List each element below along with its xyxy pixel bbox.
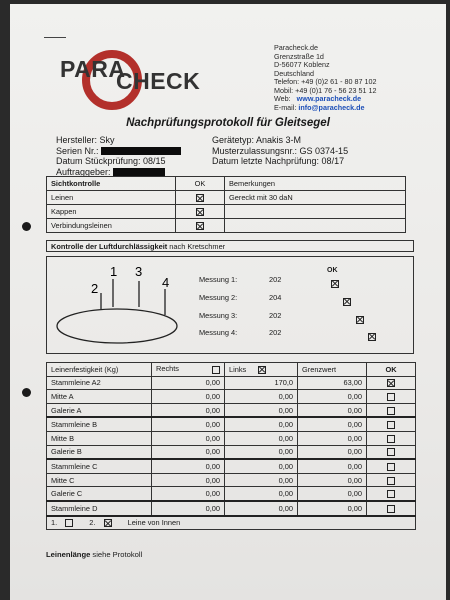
ok-cell: [367, 445, 416, 459]
wing-diagram: [55, 261, 195, 349]
address-line: Mobil: +49 (0)1 76 - 56 23 51 12: [274, 85, 377, 95]
table-row: [47, 487, 416, 501]
value-links: 0,00: [225, 501, 298, 516]
info-left: [56, 135, 181, 177]
geraetetyp: Gerätetyp: Anakis 3-M: [212, 135, 302, 145]
email-link[interactable]: info@paracheck.de: [298, 102, 365, 112]
logo-text-left: PARA: [60, 56, 126, 82]
table-row: [47, 376, 416, 390]
luft-heading-bold: Kontrolle der Luftdurchlässigkeit: [51, 242, 168, 251]
value-grenz: 0,00: [298, 501, 367, 516]
address-line: Telefon: +49 (0)2 61 - 80 87 102: [274, 77, 377, 86]
footer-bold: Leinenlänge: [46, 550, 91, 559]
checkbox-unchecked[interactable]: [387, 490, 395, 498]
serien-nr: Serien Nr.:: [56, 145, 99, 156]
line-name: Stammleine B: [47, 417, 152, 431]
checkbox-links[interactable]: [258, 366, 266, 374]
ft-header-grenz: Grenzwert: [298, 363, 367, 377]
redaction-bar: [113, 168, 165, 176]
line-name: Stammleine A2: [47, 376, 152, 390]
value-rechts: 0,00: [152, 390, 225, 404]
meas-value: 204: [269, 293, 282, 302]
value-links: 0,00: [225, 417, 298, 431]
luft-box: [46, 256, 414, 354]
hersteller: Hersteller: Sky: [56, 135, 115, 145]
checkbox-checked[interactable]: [343, 298, 351, 306]
sicht-row-remark: [225, 205, 406, 219]
ok-cell: [367, 390, 416, 404]
meas-ok-header: OK: [327, 267, 338, 274]
point-label: 1: [110, 264, 118, 279]
point-label: 3: [135, 264, 143, 279]
table-row: [47, 390, 416, 404]
punch-hole-bottom: [22, 388, 31, 397]
table-row: [47, 431, 416, 445]
ft-header-ok: OK: [367, 363, 416, 377]
value-rechts: 0,00: [152, 501, 225, 516]
checkbox-unchecked[interactable]: [387, 407, 395, 415]
table-row: [47, 473, 416, 487]
sicht-header-remarks: Bemerkungen: [225, 177, 406, 191]
checkbox-checked[interactable]: [196, 222, 204, 230]
ok-cell: [367, 376, 416, 390]
footer-note: [46, 550, 142, 559]
sicht-header-label: Sichtkontrolle: [47, 177, 176, 191]
meas-label: Messung 3:: [199, 311, 238, 320]
sichtkontrolle-table: [46, 176, 406, 233]
line-name: Mitte B: [47, 431, 152, 445]
redaction-bar: [101, 147, 181, 155]
address-line: D-56077 Koblenz: [274, 60, 330, 69]
checkbox-unchecked[interactable]: [387, 435, 395, 443]
value-links: 0,00: [225, 390, 298, 404]
value-rechts: 0,00: [152, 403, 225, 417]
address-line: Paracheck.de: [274, 43, 318, 52]
checkbox-unchecked[interactable]: [387, 448, 395, 456]
meas-label: Messung 4:: [199, 328, 238, 337]
sicht-row-label: Leinen: [47, 191, 176, 205]
value-rechts: 0,00: [152, 487, 225, 501]
value-grenz: 0,00: [298, 390, 367, 404]
address-line: Deutschland: [274, 68, 314, 78]
wing-outline: [57, 309, 177, 343]
table-row: [47, 501, 416, 516]
email-label: E-mail:: [274, 102, 297, 112]
table-row: [47, 417, 416, 431]
checkbox-checked[interactable]: [387, 379, 395, 387]
value-rechts: 0,00: [152, 376, 225, 390]
web-link[interactable]: www.paracheck.de: [296, 94, 362, 103]
sicht-row-label: Verbindungsleinen: [47, 219, 176, 233]
line-name: Mitte C: [47, 473, 152, 487]
value-grenz: 0,00: [298, 403, 367, 417]
ft-header-label: Leinenfestigkeit (Kg): [47, 363, 152, 377]
meas-value: 202: [269, 328, 282, 337]
bottom-option-2: 2.: [89, 518, 96, 528]
table-row: [47, 459, 416, 473]
checkbox-rechts[interactable]: [212, 366, 220, 374]
checkbox-unchecked[interactable]: [387, 393, 395, 401]
value-grenz: 63,00: [298, 376, 367, 390]
line-name: Galerie C: [47, 487, 152, 501]
line-name: Mitte A: [47, 390, 152, 404]
line-name: Stammleine D: [47, 501, 152, 516]
meas-label: Messung 1:: [199, 275, 238, 284]
checkbox-unchecked[interactable]: [387, 477, 395, 485]
value-grenz: 0,00: [298, 445, 367, 459]
table-row: [47, 403, 416, 417]
checkbox-option-2[interactable]: [104, 519, 112, 527]
ok-cell: [367, 403, 416, 417]
value-links: 0,00: [225, 445, 298, 459]
value-grenz: 0,00: [298, 487, 367, 501]
meas-value: 202: [269, 275, 282, 284]
checkbox-checked[interactable]: [196, 194, 204, 202]
point-label: 2: [91, 281, 99, 296]
web-label: Web:: [274, 94, 291, 103]
sicht-row-remark: [225, 219, 406, 233]
table-row: [47, 445, 416, 459]
luft-heading: [46, 240, 414, 252]
ok-cell: [367, 431, 416, 445]
bottom-note: Leine von Innen: [127, 518, 181, 528]
line-name: Galerie B: [47, 445, 152, 459]
ok-cell: [367, 459, 416, 473]
address-line: Grenzstraße 1d: [274, 51, 324, 61]
value-links: 0,00: [225, 473, 298, 487]
value-rechts: 0,00: [152, 473, 225, 487]
checkbox-unchecked[interactable]: [387, 421, 395, 429]
checkbox-checked[interactable]: [331, 280, 339, 288]
footer-rest: siehe Protokoll: [90, 550, 143, 559]
datum-letzte-nachpruefung: Datum letzte Nachprüfung: 08/17: [212, 156, 345, 166]
document-title: Nachprüfungsprotokoll für Gleitsegel: [126, 117, 330, 129]
sicht-row-remark: Gereckt mit 30 daN: [225, 191, 406, 205]
festigkeit-table: [46, 362, 416, 530]
line-name: Galerie A: [47, 403, 152, 417]
value-grenz: 0,00: [298, 459, 367, 473]
value-links: 0,00: [225, 431, 298, 445]
punch-hole-top: [22, 222, 31, 231]
bottom-option-1: 1.: [51, 518, 58, 528]
ft-header-rechts: Rechts: [156, 364, 180, 374]
value-rechts: 0,00: [152, 431, 225, 445]
luft-heading-rest: nach Kretschmer: [167, 242, 226, 251]
document-page: [10, 4, 446, 600]
ok-cell: [367, 473, 416, 487]
ok-cell: [367, 487, 416, 501]
meas-label: Messung 2:: [199, 293, 238, 302]
value-rechts: 0,00: [152, 445, 225, 459]
value-rechts: 0,00: [152, 459, 225, 473]
datum-stueckpruefung: Datum Stückprüfung: 08/15: [56, 156, 166, 166]
value-links: 0,00: [225, 487, 298, 501]
checkbox-unchecked[interactable]: [387, 505, 395, 513]
point-label: 4: [162, 275, 170, 290]
value-grenz: 0,00: [298, 473, 367, 487]
checkbox-checked[interactable]: [196, 208, 204, 216]
checkbox-option-1[interactable]: [65, 519, 73, 527]
ok-cell: [367, 417, 416, 431]
ok-cell: [367, 501, 416, 516]
value-links: 0,00: [225, 459, 298, 473]
corner-dash: [44, 37, 66, 38]
ft-header-links: Links: [229, 364, 247, 374]
auftraggeber: Auftraggeber:: [56, 166, 111, 177]
value-links: 0,00: [225, 403, 298, 417]
musterzulassung: Musterzulassungsnr.: GS 0374-15: [212, 145, 349, 156]
sicht-header-ok: OK: [176, 177, 225, 191]
value-rechts: 0,00: [152, 417, 225, 431]
sicht-row-label: Kappen: [47, 205, 176, 219]
meas-value: 202: [269, 311, 282, 320]
checkbox-checked[interactable]: [368, 333, 376, 341]
value-grenz: 0,00: [298, 431, 367, 445]
address-block: [274, 44, 377, 112]
checkbox-unchecked[interactable]: [387, 463, 395, 471]
info-right: [212, 135, 348, 167]
logo-text-right: CHECK: [116, 68, 201, 94]
value-links: 170,0: [225, 376, 298, 390]
value-grenz: 0,00: [298, 417, 367, 431]
checkbox-checked[interactable]: [356, 316, 364, 324]
line-name: Stammleine C: [47, 459, 152, 473]
